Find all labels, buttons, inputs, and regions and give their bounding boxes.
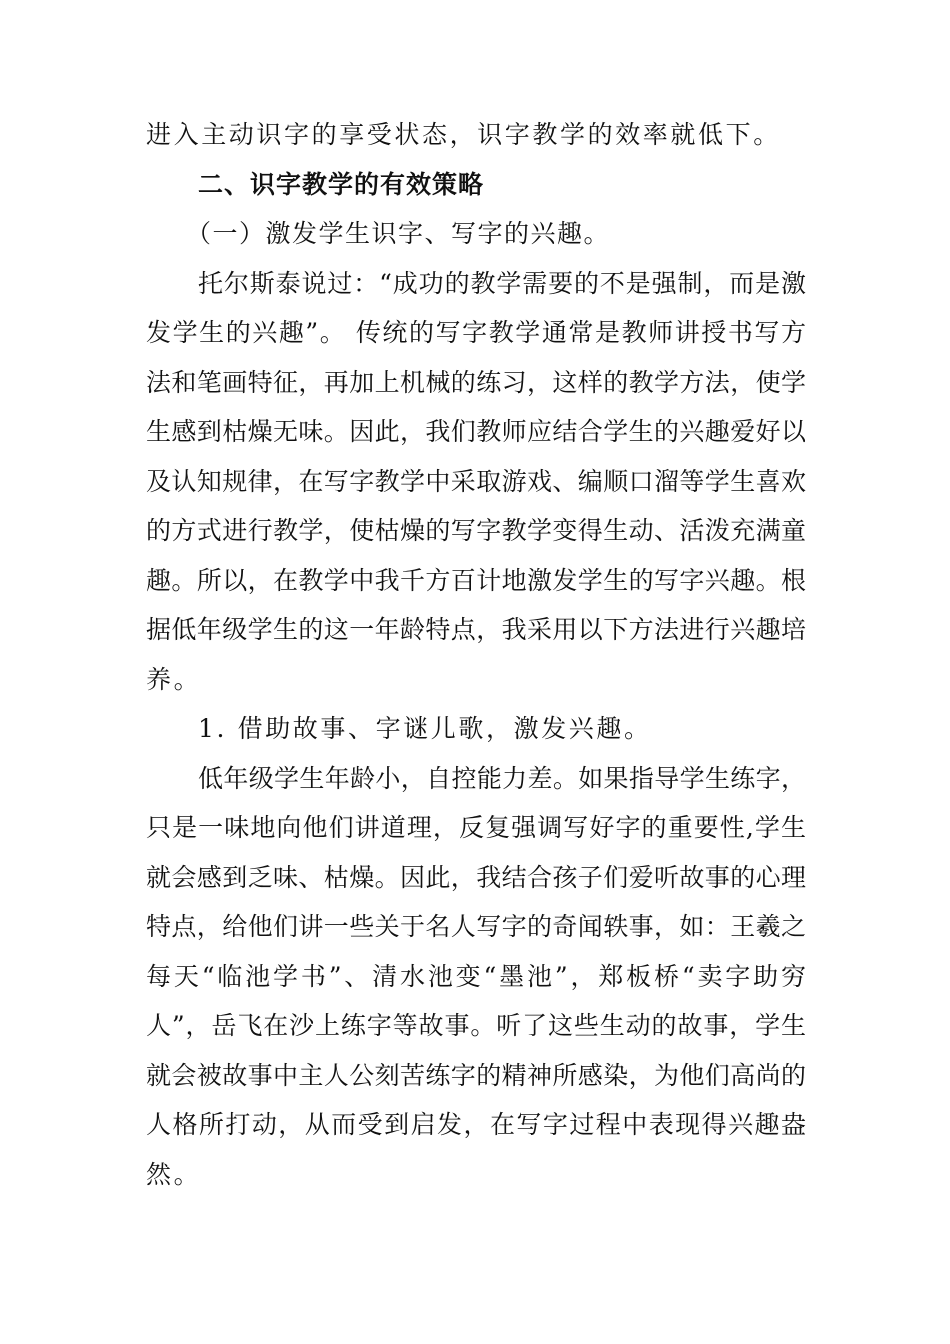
paragraph-line: 趣。所以，在教学中我千方百计地激发学生的写字兴趣。根 (146, 565, 806, 595)
paragraph-line: 就会感到乏味、枯燥。因此，我结合孩子们爱听故事的心理 (146, 862, 806, 892)
paragraph-line: 生感到枯燥无味。因此，我们教师应结合学生的兴趣爱好以 (146, 417, 806, 446)
paragraph-line: 的方式进行教学，使枯燥的写字教学变得生动、活泼充满童 (146, 516, 806, 545)
paragraph-line: 每天“临池学书”、清水池变“墨池”，郑板桥“卖字助穷 (146, 961, 806, 991)
paragraph-line: 然。 (146, 1159, 202, 1189)
item-1-heading: 1. 借助故事、字谜儿歌，激发兴趣。 (198, 714, 652, 743)
paragraph-line: 低年级学生年龄小，自控能力差。如果指导学生练字， (198, 763, 806, 793)
document-body (146, 110, 806, 1199)
section-heading: 二、识字教学的有效策略 (198, 169, 485, 199)
paragraph-line: 托尔斯泰说过：“成功的教学需要的不是强制，而是激 (198, 268, 806, 298)
paragraph-line: 养。 (146, 664, 202, 694)
subsection-heading: （一）激发学生识字、写字的兴趣。 (186, 219, 611, 248)
paragraph-line: 特点，给他们讲一些关于名人写字的奇闻轶事，如：王羲之 (146, 912, 806, 941)
paragraph-1 (146, 259, 806, 705)
paragraph-line: 人”，岳飞在沙上练字等故事。听了这些生动的故事，学生 (146, 1011, 806, 1040)
paragraph-line: 法和笔画特征，再加上机械的练习，这样的教学方法，使学 (146, 367, 806, 397)
paragraph-line: 据低年级学生的这一年龄特点，我采用以下方法进行兴趣培 (146, 615, 806, 644)
paragraph-2 (146, 754, 806, 1200)
intro-line: 进入主动识字的享受状态，识字教学的效率就低下。 (146, 120, 781, 149)
paragraph-line: 人格所打动，从而受到启发，在写字过程中表现得兴趣盎 (146, 1110, 806, 1139)
paragraph-line: 只是一味地向他们讲道理，反复强调写好字的重要性,学生 (146, 813, 806, 842)
paragraph-line: 就会被故事中主人公刻苦练字的精神所感染，为他们高尚的 (146, 1060, 806, 1090)
paragraph-line: 及认知规律，在写字教学中采取游戏、编顺口溜等学生喜欢 (146, 466, 806, 496)
paragraph-line: 发学生的兴趣”。 传统的写字教学通常是教师讲授书写方 (146, 318, 806, 347)
